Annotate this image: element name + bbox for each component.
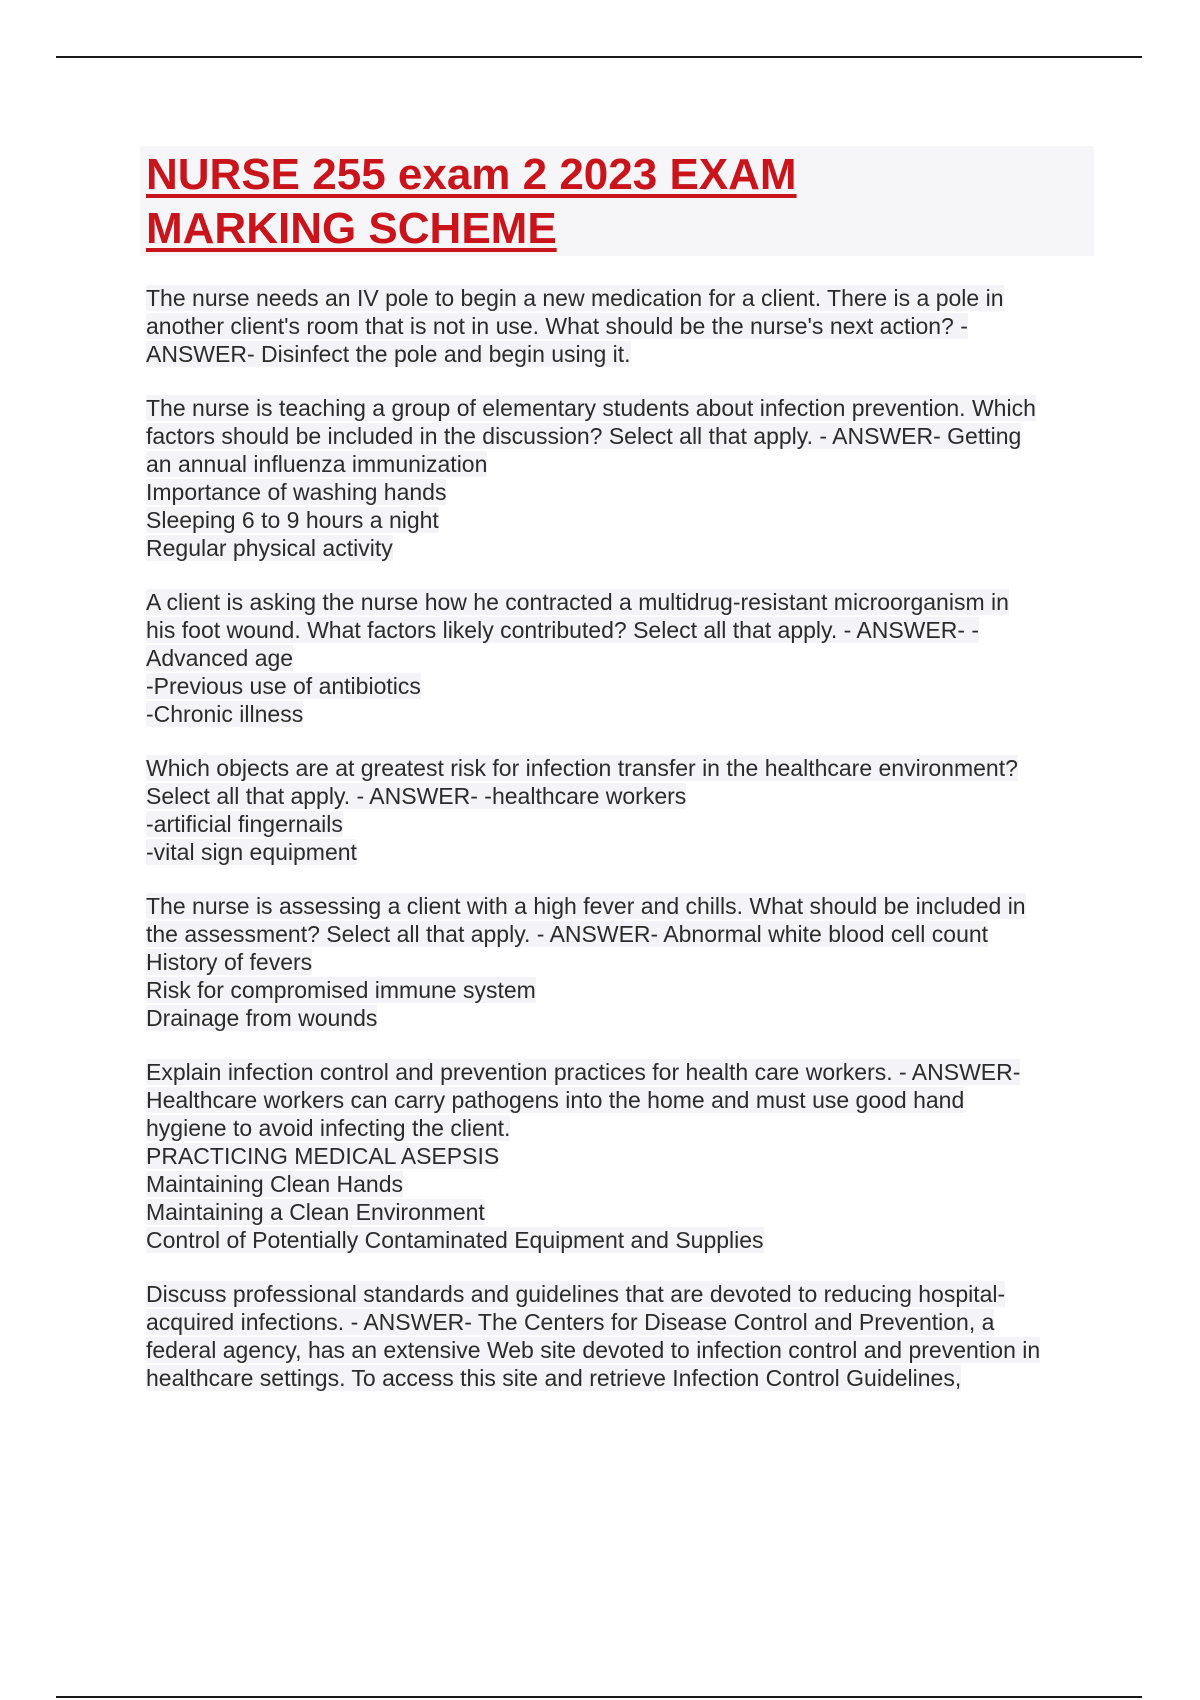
qa-block	[146, 284, 1106, 368]
qa-line	[146, 506, 1106, 534]
qa-line	[146, 1086, 1106, 1114]
qa-line	[146, 1280, 1106, 1308]
qa-block	[146, 754, 1106, 866]
qa-line-text: Explain infection control and prevention practices for health care workers. - ANSWER-	[146, 1059, 1021, 1085]
qa-line-text: the assessment? Select all that apply. - ANSWER- Abnormal white blood cell count	[146, 921, 989, 947]
qa-line-text: his foot wound. What factors likely contributed? Select all that apply. - ANSWER- -	[146, 617, 980, 643]
qa-line-text: another client's room that is not in use. What should be the nurse's next action? -	[146, 313, 968, 339]
qa-line-text: Discuss professional standards and guidelines that are devoted to reducing hospital-	[146, 1281, 1006, 1307]
qa-line-text: Maintaining Clean Hands	[146, 1171, 403, 1197]
qa-line	[146, 534, 1106, 562]
qa-block	[146, 892, 1106, 1032]
top-rule	[56, 56, 1142, 58]
qa-line-text: Sleeping 6 to 9 hours a night	[146, 507, 439, 533]
qa-line	[146, 838, 1106, 866]
qa-line	[146, 1142, 1106, 1170]
qa-line-text: -Previous use of antibiotics	[146, 673, 421, 699]
qa-line	[146, 422, 1106, 450]
document-title	[146, 148, 1046, 256]
qa-line-text: -artificial fingernails	[146, 811, 343, 837]
title-line-1: NURSE 255 exam 2 2023 EXAM	[146, 150, 797, 199]
qa-line	[146, 892, 1106, 920]
qa-line	[146, 976, 1106, 1004]
qa-line	[146, 672, 1106, 700]
qa-line-text: A client is asking the nurse how he contracted a multidrug-resistant microorganism in	[146, 589, 1009, 615]
qa-line	[146, 1336, 1106, 1364]
qa-line-text: Healthcare workers can carry pathogens into the home and must use good hand	[146, 1087, 965, 1113]
qa-line-text: The nurse needs an IV pole to begin a new medication for a client. There is a pole in	[146, 285, 1004, 311]
qa-line-text: Drainage from wounds	[146, 1005, 378, 1031]
qa-line	[146, 948, 1106, 976]
qa-line-text: Regular physical activity	[146, 535, 393, 561]
qa-line	[146, 782, 1106, 810]
qa-line	[146, 312, 1106, 340]
qa-line-text: federal agency, has an extensive Web site devoted to infection control and prevention in	[146, 1337, 1041, 1363]
qa-line	[146, 588, 1106, 616]
qa-line	[146, 1004, 1106, 1032]
qa-line-text: factors should be included in the discussion? Select all that apply. - ANSWER- Getting	[146, 423, 1022, 449]
qa-block	[146, 1058, 1106, 1254]
qa-line	[146, 644, 1106, 672]
qa-line-text: Maintaining a Clean Environment	[146, 1199, 485, 1225]
qa-line-text: PRACTICING MEDICAL ASEPSIS	[146, 1143, 500, 1169]
qa-line	[146, 450, 1106, 478]
qa-block	[146, 588, 1106, 728]
qa-line-text: acquired infections. - ANSWER- The Centers for Disease Control and Prevention, a	[146, 1309, 995, 1335]
qa-block	[146, 1280, 1106, 1392]
title-line-2: MARKING SCHEME	[146, 204, 557, 253]
qa-line	[146, 1170, 1106, 1198]
bottom-rule	[56, 1696, 1142, 1698]
qa-line-text: Risk for compromised immune system	[146, 977, 536, 1003]
qa-line	[146, 1198, 1106, 1226]
qa-line	[146, 1114, 1106, 1142]
qa-line-text: Control of Potentially Contaminated Equipment and Supplies	[146, 1227, 764, 1253]
qa-line-text: hygiene to avoid infecting the client.	[146, 1115, 511, 1141]
qa-line-text: Select all that apply. - ANSWER- -healthcare workers	[146, 783, 687, 809]
qa-line-text: healthcare settings. To access this site and retrieve Infection Control Guidelines,	[146, 1365, 962, 1391]
qa-line	[146, 1364, 1106, 1392]
qa-line-text: The nurse is teaching a group of elementary students about infection prevention. Which	[146, 395, 1036, 421]
qa-line-text: ANSWER- Disinfect the pole and begin using it.	[146, 341, 631, 367]
qa-line	[146, 284, 1106, 312]
qa-line-text: Importance of washing hands	[146, 479, 447, 505]
qa-block	[146, 394, 1106, 562]
qa-line	[146, 920, 1106, 948]
qa-content	[146, 284, 1106, 1418]
qa-line	[146, 340, 1106, 368]
qa-line-text: -Chronic illness	[146, 701, 304, 727]
qa-line-text: -vital sign equipment	[146, 839, 357, 865]
qa-line-text: Which objects are at greatest risk for infection transfer in the healthcare environment?	[146, 755, 1018, 781]
qa-line-text: The nurse is assessing a client with a high fever and chills. What should be included in	[146, 893, 1026, 919]
qa-line	[146, 616, 1106, 644]
qa-line	[146, 1226, 1106, 1254]
qa-line	[146, 810, 1106, 838]
qa-line	[146, 394, 1106, 422]
qa-line	[146, 1058, 1106, 1086]
qa-line	[146, 700, 1106, 728]
qa-line	[146, 754, 1106, 782]
qa-line-text: Advanced age	[146, 645, 294, 671]
qa-line	[146, 478, 1106, 506]
qa-line	[146, 1308, 1106, 1336]
qa-line-text: History of fevers	[146, 949, 313, 975]
qa-line-text: an annual influenza immunization	[146, 451, 488, 477]
